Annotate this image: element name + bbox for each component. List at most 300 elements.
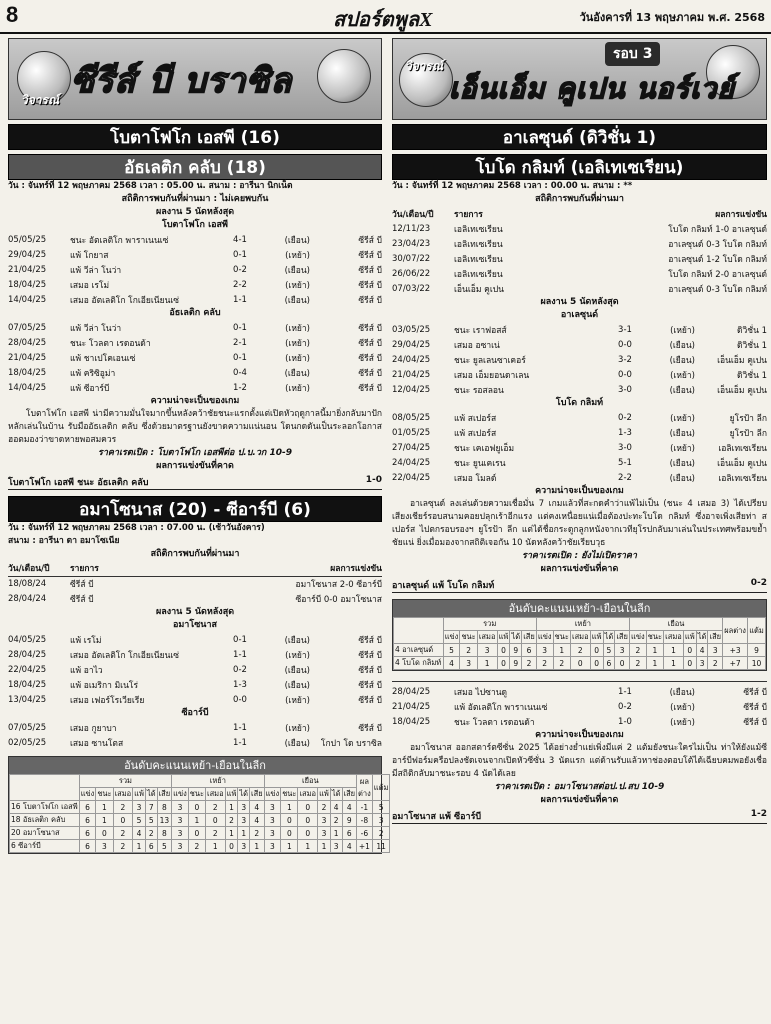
result-date: 29/04/25	[392, 339, 431, 350]
standings-cell: 4	[250, 814, 265, 827]
result-score: 2-2	[233, 279, 247, 290]
standings-cell: 3	[318, 827, 331, 840]
standings-cell: 9	[510, 644, 522, 657]
result-date: 18/04/25	[8, 679, 47, 690]
analysis-text: โบตาโฟโก เอสพี น่ามีความมั่นใจมากขึ้นหลังคว้าชัยชนะแรกตั้งแต่เปิดหัวฤดูกาลนี้มายิ่งกลับมาปักหลักเล่นในบ้าน รับมืออัธเลติก คลับ ซึ่งด้วยมาตรฐานยังขาดความแน่นอน โดนกดดันเป็นระลอกโอกาสฮอตมองว่าขาดหายพอสมควร	[8, 409, 382, 445]
result-competition: ซีรีส์ บี	[358, 250, 382, 261]
standings-cell: +7	[723, 657, 748, 670]
home-team-name: อมาโซนาส	[172, 620, 218, 630]
result-score: 1-3	[233, 679, 247, 690]
standings-cell: -1	[357, 801, 373, 814]
standings-cell: 4	[443, 657, 460, 670]
result-score: 0-2	[233, 264, 247, 275]
standings-cell: 3	[536, 644, 553, 657]
result-competition: เอ็นเอ็ม คูเปน	[717, 355, 767, 366]
result-venue: (เหย้า)	[670, 702, 695, 713]
standings-extra-header: แต้ม	[372, 775, 390, 801]
standings-cell: 5	[133, 814, 146, 827]
banner-title: ซีรีส์ บี บราซิล	[71, 61, 293, 101]
away-results-table	[8, 320, 382, 395]
result-competition: ดิวิชั่น 1	[737, 370, 767, 381]
prediction-score: 1-0	[365, 475, 382, 485]
standings-box	[8, 756, 389, 854]
result-opponent: เสมอ ไปซานดู	[454, 687, 508, 698]
match-info: วัน : จันทร์ที่ 12 พฤษภาคม 2568 เวลา : 05.00 น. สนาม : อารีนา นิกเน็ต	[8, 181, 293, 191]
result-score: 3-2	[618, 354, 632, 365]
result-score: 2-2	[618, 472, 632, 483]
h2h-date: 26/06/22	[392, 268, 431, 279]
result-date: 28/04/25	[8, 337, 47, 348]
away-team-bar: อัธเลติก คลับ (18)	[8, 154, 382, 180]
h2h-result: อาเลซุนด์ 0-3 โบโด กลิมท์	[668, 239, 767, 250]
result-date: 14/04/25	[8, 294, 47, 305]
result-row	[8, 335, 382, 350]
away-team-name: อัธเลติก คลับ	[169, 308, 221, 318]
prediction	[392, 578, 767, 593]
standings-cell: 2	[460, 644, 477, 657]
standings-cell: 1	[225, 801, 238, 814]
result-date: 21/04/25	[392, 701, 431, 712]
result-score: 0-1	[233, 634, 247, 645]
result-venue: (เหย้า)	[670, 443, 695, 454]
standings-cell: 1	[238, 827, 250, 840]
result-date: 27/04/25	[392, 442, 431, 453]
result-row	[392, 337, 767, 352]
result-row	[8, 350, 382, 365]
nm-cupen-banner	[392, 38, 767, 120]
h2h-col-result: ผลการแข่งขัน	[330, 564, 382, 575]
result-competition: โกปา โด บราซิล	[320, 738, 382, 749]
result-date: 22/04/25	[8, 664, 47, 675]
h2h-date: 23/04/23	[392, 238, 431, 249]
result-opponent: ชนะ โวลตา เรดอนด้า	[454, 717, 535, 728]
result-date: 02/05/25	[8, 737, 47, 748]
result-opponent: ชนะ ยูลเลนซาเคอร์	[454, 355, 526, 366]
standings-cell: 2	[225, 814, 238, 827]
standings-cell: 6	[79, 827, 96, 840]
away-results-table	[8, 720, 382, 750]
result-row	[8, 292, 382, 307]
result-date: 21/04/25	[8, 352, 47, 363]
result-venue: (เยือน)	[284, 295, 310, 306]
result-score: 1-1	[233, 737, 247, 748]
result-competition: ซีรีส์ บี	[358, 323, 382, 334]
result-competition: ซีรีส์ บี	[358, 635, 382, 646]
standings-cell: -8	[357, 814, 373, 827]
standings-col-header: เสมอ	[298, 788, 318, 801]
standings-cell: 11	[372, 840, 390, 853]
standings-col-header: แพ้	[590, 631, 603, 644]
standings-cell: 8	[157, 827, 172, 840]
standings-cell: 0	[281, 814, 298, 827]
result-date: 18/04/25	[8, 367, 47, 378]
home-results-table	[8, 632, 382, 707]
standings-cell: 2	[145, 827, 157, 840]
h2h-result: ซีอาร์บี 0-0 อมาโซนาส	[295, 594, 382, 605]
result-row	[392, 440, 767, 455]
result-opponent: ชนะ รอสลอน	[454, 385, 504, 396]
standings-cell: 1	[188, 814, 205, 827]
h2h-col-comp: รายการ	[70, 564, 99, 575]
standings-cell: 2	[570, 644, 590, 657]
result-row	[8, 365, 382, 380]
result-opponent: เสมอ เอ็มยอนดาเลน	[454, 370, 530, 381]
result-venue: (เยือน)	[669, 687, 695, 698]
standings-team: 18 อัธเลติก คลับ	[10, 814, 80, 827]
standings-col-header: เสมอ	[206, 788, 226, 801]
standings-col-header: ได้	[603, 631, 615, 644]
result-competition: ซีรีส์ บี	[358, 353, 382, 364]
result-score: 0-2	[618, 701, 632, 712]
result-competition: ยูโรป้า ลีก	[729, 413, 767, 424]
standings-col-header: ได้	[238, 788, 250, 801]
result-venue: (เยือน)	[669, 355, 695, 366]
result-score: 0-2	[618, 412, 632, 423]
standings-cell: 6	[79, 840, 96, 853]
result-row	[392, 714, 767, 729]
result-venue: (เหย้า)	[670, 325, 695, 336]
standings-cell: 0	[590, 657, 603, 670]
result-opponent: เสมอ อซาเน่	[454, 340, 500, 351]
standings-row	[394, 644, 766, 657]
last5-title: ผลงาน 5 นัดหลังสุด	[155, 607, 235, 617]
standings-team: 4 โบโด กลิมท์	[394, 657, 444, 670]
standings-col-header: ชนะ	[188, 788, 205, 801]
result-venue: (เหย้า)	[285, 723, 310, 734]
analysis-title: ความน่าจะเป็นของเกม	[150, 396, 240, 406]
standings-col-header: เสมอ	[570, 631, 590, 644]
h2h-competition: เอ็นเอ็ม คูเปน	[454, 284, 504, 295]
result-competition: ซีรีส์ บี	[358, 650, 382, 661]
result-date: 24/04/25	[392, 354, 431, 365]
h2h-row	[392, 236, 767, 251]
page-number: 8	[6, 2, 19, 27]
standings-col-header: เสีย	[342, 788, 357, 801]
result-row	[8, 677, 382, 692]
banner-title: เอ็นเอ็ม คูเปน นอร์เวย์	[449, 72, 735, 105]
result-venue: (เหย้า)	[285, 383, 310, 394]
result-opponent: แพ้ ชาเปโคเอนเซ่	[70, 353, 136, 364]
result-date: 12/04/25	[392, 384, 431, 395]
result-date: 13/04/25	[8, 694, 47, 705]
standings-cell: 0	[225, 840, 238, 853]
standings-cell: 2	[553, 657, 570, 670]
standings-col-header: แพ้	[318, 788, 331, 801]
prediction-title: ผลการแข่งขันที่คาด	[540, 564, 619, 574]
standings-cell: 3	[372, 814, 390, 827]
standings-col-header: ชนะ	[96, 788, 113, 801]
standings-cell: 0	[615, 657, 630, 670]
standings-col-header: ชนะ	[553, 631, 570, 644]
result-date: 18/04/25	[8, 279, 47, 290]
home-team-bar: อาเลซุนด์ (ดิวิชั่น 1)	[392, 124, 767, 150]
standings-col-header: แข่ง	[264, 788, 281, 801]
result-row	[392, 382, 767, 397]
standings-cell: 1	[664, 644, 684, 657]
standings-cell: 6	[522, 644, 537, 657]
standings-cell: 3	[238, 814, 250, 827]
result-competition: ซีรีส์ บี	[743, 702, 767, 713]
standings-box	[392, 599, 767, 671]
result-venue: (เหย้า)	[285, 695, 310, 706]
result-opponent: เสมอ ซานโตส	[70, 738, 124, 749]
result-competition: ซีรีส์ บี	[358, 265, 382, 276]
result-venue: (เยือน)	[669, 458, 695, 469]
result-row	[8, 720, 382, 735]
result-opponent: แพ้ สเปอร์ส	[454, 413, 497, 424]
standings-cell: 3	[172, 801, 189, 814]
result-competition: ซีรีส์ บี	[358, 695, 382, 706]
standings-cell: 3	[238, 840, 250, 853]
standings-col-header: ได้	[145, 788, 157, 801]
result-date: 29/04/25	[8, 249, 47, 260]
standings-row	[10, 801, 390, 814]
standings-col-header: แพ้	[497, 631, 510, 644]
result-competition: ซีรีส์ บี	[358, 680, 382, 691]
standings-team: 4 อาเลซุนด์	[394, 644, 444, 657]
standings-row	[10, 814, 390, 827]
result-date: 14/04/25	[8, 382, 47, 393]
standings-cell: 9	[510, 657, 522, 670]
standings-title: อันดับคะแนนเหย้า-เยือนในลีก	[393, 600, 766, 617]
result-row	[392, 455, 767, 470]
standings-group-header: รวม	[443, 618, 536, 631]
standings-cell: 10	[748, 657, 766, 670]
h2h-row	[392, 251, 767, 266]
result-venue: (เยือน)	[669, 340, 695, 351]
standings-cell: 1	[281, 840, 298, 853]
result-opponent: เสมอ กูยาบา	[70, 723, 117, 734]
standings-col-header: แข่ง	[172, 788, 189, 801]
standings-col-header: แข่ง	[536, 631, 553, 644]
standings-cell: 2	[113, 827, 133, 840]
standings-cell: 3	[264, 840, 281, 853]
result-venue: (เยือน)	[284, 665, 310, 676]
match2-title-bar: อมาโซนาส (20) - ซีอาร์บี (6)	[8, 496, 382, 522]
standings-extra-header: ผลต่าง	[723, 618, 748, 644]
result-venue: (เหย้า)	[285, 353, 310, 364]
prediction-text: อมาโซนาส แพ้ ซีอาร์บี	[392, 812, 482, 822]
standings-cell: 3	[460, 657, 477, 670]
result-competition: ซีรีส์ บี	[743, 717, 767, 728]
round-badge: รอบ 3	[605, 42, 660, 66]
result-date: 18/04/25	[392, 716, 431, 727]
result-opponent: ชนะ เคเอฟยูเอ็ม	[454, 443, 515, 454]
prediction-score: 1-2	[750, 809, 767, 819]
page-header	[0, 0, 771, 34]
standings-col-header: แข่ง	[79, 788, 96, 801]
standings-cell: 0	[188, 801, 205, 814]
masthead-logo: สปอร์ตพูลX	[333, 9, 433, 31]
home-team-bar: โบตาโฟโก เอสพี (16)	[8, 124, 382, 150]
h2h-col-date: วัน/เดือน/ปี	[392, 209, 434, 220]
result-score: 1-3	[618, 427, 632, 438]
standings-cell: 3	[96, 840, 113, 853]
result-venue: (เหย้า)	[670, 413, 695, 424]
result-row	[8, 662, 382, 677]
standings-col-header: ชนะ	[281, 788, 298, 801]
standings-cell: 3	[172, 840, 189, 853]
analysis-title: ความน่าจะเป็นของเกม	[535, 730, 624, 740]
standings-cell: 0	[683, 644, 696, 657]
result-opponent: แพ้ วีล่า โนว่า	[70, 265, 122, 276]
h2h-competition: เอลิเทเซเรียน	[454, 239, 503, 250]
result-opponent: เสมอ อัตเลติโก โกเอียเนียนเซ่	[70, 650, 180, 661]
result-venue: (เหย้า)	[285, 338, 310, 349]
h2h-row	[392, 221, 767, 236]
standings-col-header: เสีย	[615, 631, 630, 644]
standings-col-header: เสมอ	[664, 631, 684, 644]
result-score: 0-1	[233, 249, 247, 260]
result-row	[8, 735, 382, 750]
standings-cell: 2	[188, 840, 205, 853]
standings-col-header: ได้	[330, 788, 342, 801]
standings-cell: +3	[723, 644, 748, 657]
standings-cell: 5	[157, 840, 172, 853]
h2h-col-result: ผลการแข่งขัน	[715, 209, 767, 220]
result-row	[8, 262, 382, 277]
standings-cell: 2	[206, 801, 226, 814]
analysis-text: อมาโซนาส ออกสตาร์ตซีซั่น 2025 ได้อย่างย่ำแย่เพิ่งมีแค่ 2 แต้มยังชนะใครไม่เป็น ท่าให้ยังแม้ซีอาร์บีฟอร์มครือปลงชัดเจนจากเปิดหัวซีซั่น 3 นัดแรก แต่ด้านรับแล้วหาช่องตอบโต้ได้เฉียบคมพอยังเชื่อมีสถิติกลับมาชนะรอบ 4 นัดได้เลย	[392, 743, 767, 779]
result-opponent: แพ้ อาไว	[70, 665, 103, 676]
result-venue: (เหย้า)	[670, 370, 695, 381]
standings-cell: 0	[298, 801, 318, 814]
result-date: 24/04/25	[392, 457, 431, 468]
result-score: 0-1	[233, 322, 247, 333]
standings-cell: 4	[342, 801, 357, 814]
standings-cell: 2	[206, 827, 226, 840]
result-row	[392, 699, 767, 714]
away-team-name: โบโด กลิมท์	[555, 398, 604, 408]
standings-cell: 0	[113, 814, 133, 827]
h2h-date: 12/11/23	[392, 223, 431, 234]
result-score: 0-0	[618, 369, 632, 380]
prediction-text: อาเลซุนด์ แพ้ โบโด กลิมท์	[392, 581, 495, 591]
result-row	[8, 320, 382, 335]
standings-team: 6 ซีอาร์บี	[10, 840, 80, 853]
result-venue: (เยือน)	[669, 428, 695, 439]
result-venue: (เหย้า)	[285, 650, 310, 661]
banner-kicker: วิจารณ์	[21, 93, 60, 107]
h2h-col-comp: รายการ	[454, 209, 483, 220]
result-date: 22/04/25	[392, 472, 431, 483]
result-date: 28/04/25	[8, 649, 47, 660]
match2-info: วัน : จันทร์ที่ 12 พฤษภาคม 2568 เวลา : 07.00 น. (เช้าวันอังคาร)	[8, 523, 265, 533]
result-row	[8, 692, 382, 707]
result-score: 2-1	[233, 337, 247, 348]
result-competition: เอ็นเอ็ม คูเปน	[717, 458, 767, 469]
result-row	[8, 647, 382, 662]
match2-venue: สนาม : อารีนา ดา อมาโซเนีย	[8, 536, 120, 546]
standings-cell: 0	[96, 827, 113, 840]
standings-col-header: เสมอ	[477, 631, 497, 644]
result-opponent: เสมอ โมลด์	[454, 473, 497, 484]
result-opponent: แพ้ สเปอร์ส	[454, 428, 497, 439]
standings-group-header: เยือน	[264, 775, 356, 788]
h2h-row	[392, 281, 767, 296]
result-competition: ซีรีส์ บี	[358, 295, 382, 306]
standings-group-header: เหย้า	[172, 775, 264, 788]
serie-b-banner	[8, 38, 382, 120]
result-score: 4-1	[233, 234, 247, 245]
result-opponent: แพ้ ซีอาร์บี	[70, 383, 110, 394]
standings-cell: 3	[264, 801, 281, 814]
standings-col-header: ได้	[696, 631, 708, 644]
result-score: 0-0	[233, 694, 247, 705]
result-venue: (เยือน)	[284, 235, 310, 246]
standings-col-header: เสีย	[157, 788, 172, 801]
result-competition: เอ็นเอ็ม คูเปน	[717, 385, 767, 396]
result-venue: (เยือน)	[284, 680, 310, 691]
result-venue: (เยือน)	[669, 473, 695, 484]
result-row	[392, 322, 767, 337]
standings-cell: 2	[629, 644, 646, 657]
standings-cell: 2	[372, 827, 390, 840]
result-score: 0-0	[618, 339, 632, 350]
standings-cell: 2	[113, 840, 133, 853]
standings-cell: 1	[281, 801, 298, 814]
result-opponent: แพ้ วีล่า โนว่า	[70, 323, 122, 334]
result-competition: ซีรีส์ บี	[358, 368, 382, 379]
standings-cell: 1	[664, 657, 684, 670]
standings-cell: 0	[206, 814, 226, 827]
result-date: 21/04/25	[8, 264, 47, 275]
result-score: 1-1	[618, 686, 632, 697]
standings-cell: 3	[318, 814, 331, 827]
standings-cell: 5	[372, 801, 390, 814]
result-score: 3-1	[618, 324, 632, 335]
result-venue: (เยือน)	[284, 368, 310, 379]
result-date: 28/04/25	[392, 686, 431, 697]
result-venue: (เหย้า)	[285, 280, 310, 291]
result-venue: (เยือน)	[284, 635, 310, 646]
h2h-date: 18/08/24	[8, 578, 47, 589]
standings-cell: 4	[330, 801, 342, 814]
result-opponent: แพ้ โกยาส	[70, 250, 109, 261]
result-opponent: เสมอ อัตเลติโก โกเอียเนียนเซ่	[70, 295, 180, 306]
standings-cell: 0	[683, 657, 696, 670]
h2h-competition: เอลิเทเซเรียน	[454, 269, 503, 280]
result-opponent: ชนะ โวลตา เรดอนด้า	[70, 338, 151, 349]
header-rule	[0, 32, 771, 34]
last5-title: ผลงาน 5 นัดหลังสุด	[540, 297, 619, 307]
standings-cell: 9	[342, 814, 357, 827]
result-competition: ดิวิชั่น 1	[737, 325, 767, 336]
result-opponent: ชนะ ยูนเคเรน	[454, 458, 506, 469]
h2h-title: สถิติการพบกันที่ผ่านมา	[150, 549, 240, 559]
result-competition: ซีรีส์ บี	[358, 665, 382, 676]
standings-cell: 1	[318, 840, 331, 853]
football-icon	[317, 49, 371, 103]
standings-col-header: เสีย	[708, 631, 723, 644]
standings-col-header: แพ้	[225, 788, 238, 801]
result-score: 3-0	[618, 442, 632, 453]
continued-results-table	[392, 684, 767, 729]
match-info: วัน : จันทร์ที่ 12 พฤษภาคม 2568 เวลา : 00.00 น. สนาม : **	[392, 181, 633, 191]
standings-cell: 1	[225, 827, 238, 840]
result-score: 0-1	[233, 352, 247, 363]
standings-team-header	[394, 618, 444, 644]
standings-col-header: แพ้	[683, 631, 696, 644]
result-row	[392, 425, 767, 440]
standings-extra-header: แต้ม	[748, 618, 766, 644]
standings-cell: 0	[497, 644, 510, 657]
opening-price: ราคาเรตเปิด : โบตาโฟโก เอสพีต่อ ป.บ.วก 10-9	[98, 448, 292, 458]
result-row	[8, 380, 382, 395]
standings-col-header: ได้	[510, 631, 522, 644]
left-column	[8, 38, 389, 854]
away-results-table	[392, 410, 767, 485]
